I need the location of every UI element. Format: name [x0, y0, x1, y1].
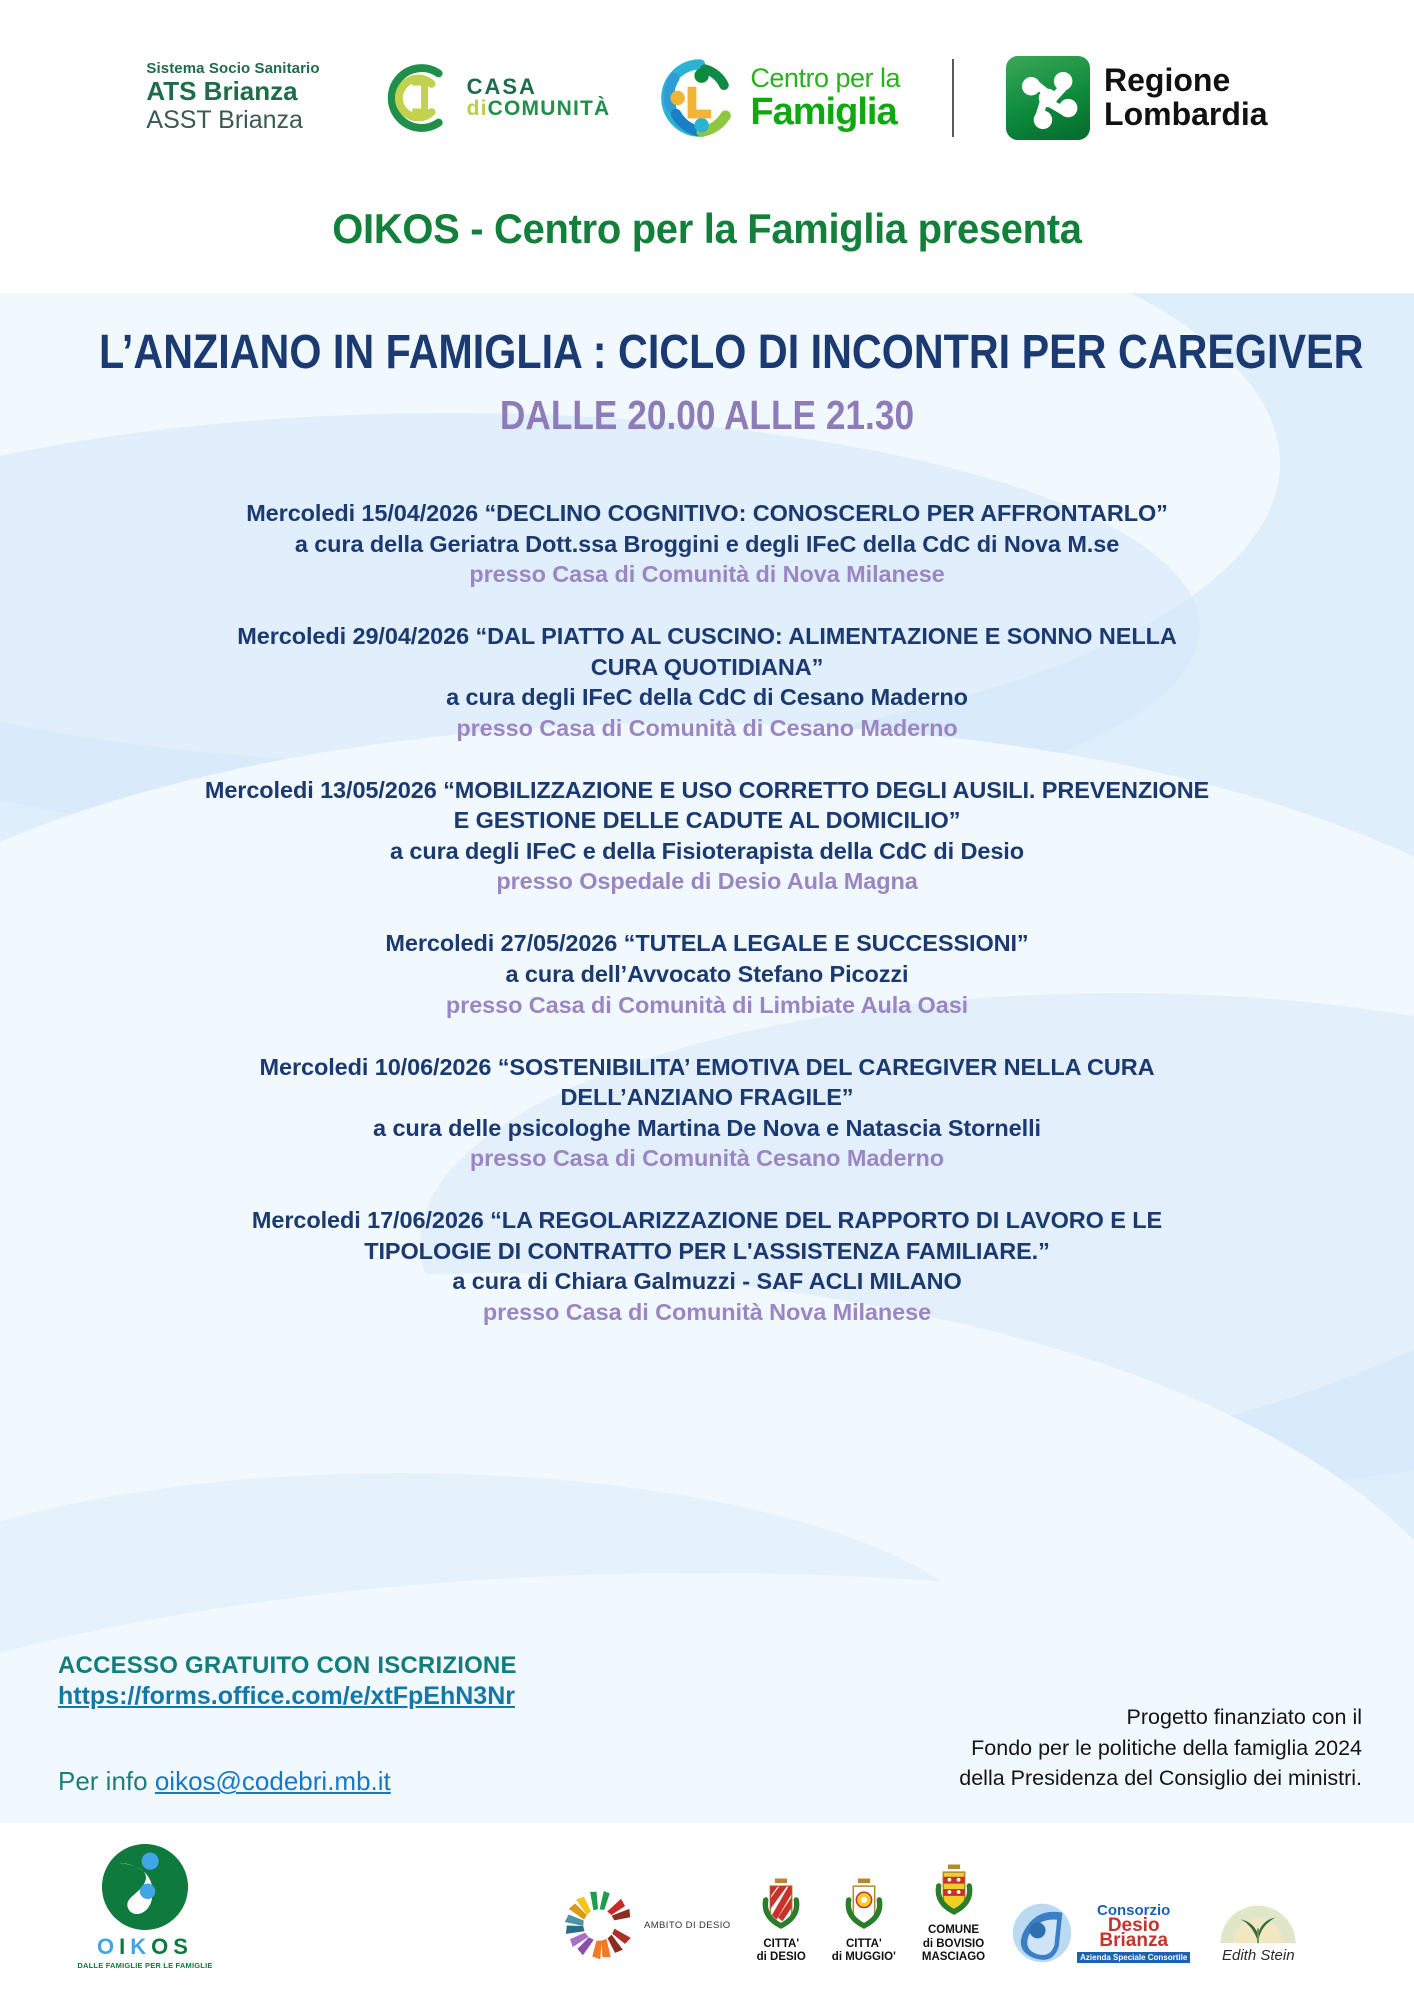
access-title: ACCESSO GRATUITO CON ISCRIZIONE — [58, 1652, 517, 1679]
ambito-di-desio-logo — [560, 1886, 731, 1964]
presenta-heading: OIKOS - Centro per la Famiglia presenta — [332, 205, 1082, 252]
desio-line2: di DESIO — [756, 1950, 806, 1963]
event-item — [50, 1205, 1364, 1328]
event-item — [50, 775, 1364, 898]
centro-per-la-text: Centro per la — [750, 62, 901, 93]
event-line: a cura della Geriatra Dott.ssa Broggini e degli IFeC della CdC di Nova M.se — [294, 530, 1120, 557]
oikos-tagline: DALLE FAMIGLIE PER LE FAMIGLIE — [77, 1961, 213, 1970]
event-item — [50, 928, 1364, 1020]
contact-info — [58, 1766, 391, 1797]
event-line: a cura degli IFeC della CdC di Cesano Maderno — [446, 684, 968, 711]
event-line: a cura dell’Avvocato Stefano Picozzi — [505, 960, 909, 987]
ambito-ring-icon — [560, 1886, 638, 1964]
contact-prefix: Per info — [58, 1766, 155, 1796]
centro-per-la-famiglia-logo — [660, 58, 900, 138]
comune-muggio-logo — [832, 1877, 896, 1964]
event-location: presso Ospedale di Desio Aula Magna — [496, 868, 918, 895]
event-line: Mercoledi 29/04/2026 “DAL PIATTO AL CUSCINO: ALIMENTAZIONE E SONNO NELLA — [237, 623, 1177, 650]
bovisio-caption — [922, 1924, 985, 1964]
casa-comunita-text: COMUNITÀ — [487, 97, 611, 121]
consorzio-line3: Brianza — [1099, 1930, 1169, 1951]
bovisio-crest-icon — [931, 1863, 977, 1921]
funding-line-3: della Presidenza del Consiglio dei ministri. — [959, 1766, 1362, 1791]
event-line: TIPOLOGIE DI CONTRATTO PER L'ASSISTENZA FAMILIARE.” — [364, 1237, 1050, 1264]
lombardia-rose-icon — [1006, 56, 1090, 140]
event-line: a cura delle psicologhe Martina De Nova e Natascia Stornelli — [373, 1114, 1041, 1141]
event-line: Mercoledi 17/06/2026 “LA REGOLARIZZAZIONE DEL RAPPORTO DI LAVORO E LE — [251, 1207, 1163, 1234]
registration-link[interactable]: https://forms.office.com/e/xtFpEhN3Nr — [58, 1682, 515, 1710]
oikos-logo — [70, 1844, 220, 1970]
funding-line-2: Fondo per le politiche della famiglia 2024 — [971, 1735, 1362, 1760]
ats-subtitle: Sistema Socio Sanitario — [146, 59, 320, 77]
consorzio-wordmark — [1077, 1903, 1190, 1963]
ambito-label: AMBITO DI DESIO — [644, 1919, 731, 1931]
event-location: presso Casa di Comunità di Nova Milanese — [469, 561, 945, 588]
oikos-figure-icon — [102, 1844, 188, 1930]
regione-lombardia-logo — [1006, 56, 1268, 140]
desio-line1: CITTA' — [763, 1937, 800, 1950]
casa-wordmark — [467, 75, 611, 120]
famiglia-text: Famiglia — [750, 90, 897, 133]
lombardia-text: Lombardia — [1104, 95, 1268, 132]
muggio-line1: CITTA' — [845, 1937, 882, 1950]
desio-crest-icon — [758, 1877, 804, 1935]
event-item — [50, 498, 1364, 590]
consorzio-desio-brianza-logo — [1011, 1902, 1190, 1964]
event-location: presso Casa di Comunità di Cesano Maderno — [456, 714, 958, 741]
oikos-wordmark: OIKOS — [97, 1934, 193, 1959]
event-line: a cura degli IFeC e della Fisioterapista della CdC di Desio — [389, 837, 1024, 864]
consorzio-line1: Consorzio — [1097, 1902, 1171, 1919]
edith-stein-logo — [1216, 1901, 1300, 1964]
page-title: L’ANZIANO IN FAMIGLIA : CICLO DI INCONTRI PER CAREGIVER — [98, 326, 1364, 379]
logo-divider — [952, 59, 954, 137]
header-logo-row — [0, 40, 1414, 155]
event-line: CURA QUOTIDIANA” — [590, 653, 824, 680]
partner-logos — [560, 1863, 1384, 1964]
consorzio-line4: Azienda Speciale Consortile — [1077, 1952, 1190, 1963]
consorzio-wave-icon — [1011, 1902, 1073, 1964]
event-location: presso Casa di Comunità Cesano Maderno — [469, 1145, 945, 1172]
casa-label: CASA — [466, 73, 537, 99]
edith-arc-icon — [1216, 1901, 1300, 1945]
casa-comunita-label — [467, 98, 611, 120]
consorzio-line2: Desio — [1107, 1915, 1160, 1936]
muggio-caption — [832, 1938, 896, 1964]
comune-desio-logo — [757, 1877, 806, 1964]
muggio-crest-icon — [841, 1877, 887, 1935]
funding-line-1: Progetto finanziato con il — [1126, 1705, 1362, 1729]
bovisio-line2: di BOVISIO — [922, 1937, 985, 1950]
event-line: DELL’ANZIANO FRAGILE” — [560, 1084, 854, 1111]
ats-brianza-logo — [146, 61, 319, 135]
bovisio-line3: MASCIAGO — [921, 1950, 986, 1963]
events-list — [50, 498, 1364, 1359]
bovisio-line1: COMUNE — [927, 1924, 980, 1937]
event-line: Mercoledi 13/05/2026 “MOBILIZZAZIONE E USO CORRETTO DEGLI AUSILI. PREVENZIONE — [204, 776, 1210, 803]
asst-title: ASST Brianza — [146, 106, 303, 135]
event-item — [50, 621, 1364, 744]
event-line: a cura di Chiara Galmuzzi - SAF ACLI MILANO — [452, 1268, 962, 1295]
muggio-line2: di MUGGIO' — [831, 1950, 896, 1963]
edith-label: Edith Stein — [1221, 1947, 1295, 1964]
event-line: E GESTIONE DELLE CADUTE AL DOMICILIO” — [453, 807, 961, 834]
event-line: Mercoledi 15/04/2026 “DECLINO COGNITIVO: CONOSCERLO PER AFFRONTARLO” — [246, 500, 1168, 526]
funding-note — [959, 1702, 1362, 1794]
event-line: Mercoledi 27/05/2026 “TUTELA LEGALE E SUCCESSIONI” — [385, 930, 1029, 957]
footer-logo-row — [0, 1836, 1414, 1986]
regione-wordmark — [1104, 61, 1268, 132]
centro-famiglia-wordmark — [750, 62, 901, 133]
regione-text: Regione — [1104, 61, 1231, 98]
event-location: presso Casa di Comunità Nova Milanese — [482, 1298, 932, 1325]
title-time-range: DALLE 20.00 ALLE 21.30 — [499, 392, 915, 438]
event-location: presso Casa di Comunità di Limbiate Aula Oasi — [445, 991, 969, 1018]
casa-di-text: di — [466, 97, 488, 121]
casa-di-comunita-logo — [370, 54, 611, 142]
event-line: Mercoledi 10/06/2026 “SOSTENIBILITA’ EMOTIVA DEL CAREGIVER NELLA CURA — [259, 1053, 1155, 1080]
desio-caption — [757, 1938, 806, 1964]
access-block — [58, 1652, 517, 1711]
casa-c-icon — [370, 54, 458, 142]
event-item — [50, 1052, 1364, 1175]
contact-email-link[interactable]: oikos@codebri.mb.it — [154, 1766, 391, 1796]
centro-famiglia-icon — [660, 58, 740, 138]
comune-bovisio-masciago-logo — [922, 1863, 985, 1964]
ats-title: ATS Brianza — [146, 76, 298, 107]
